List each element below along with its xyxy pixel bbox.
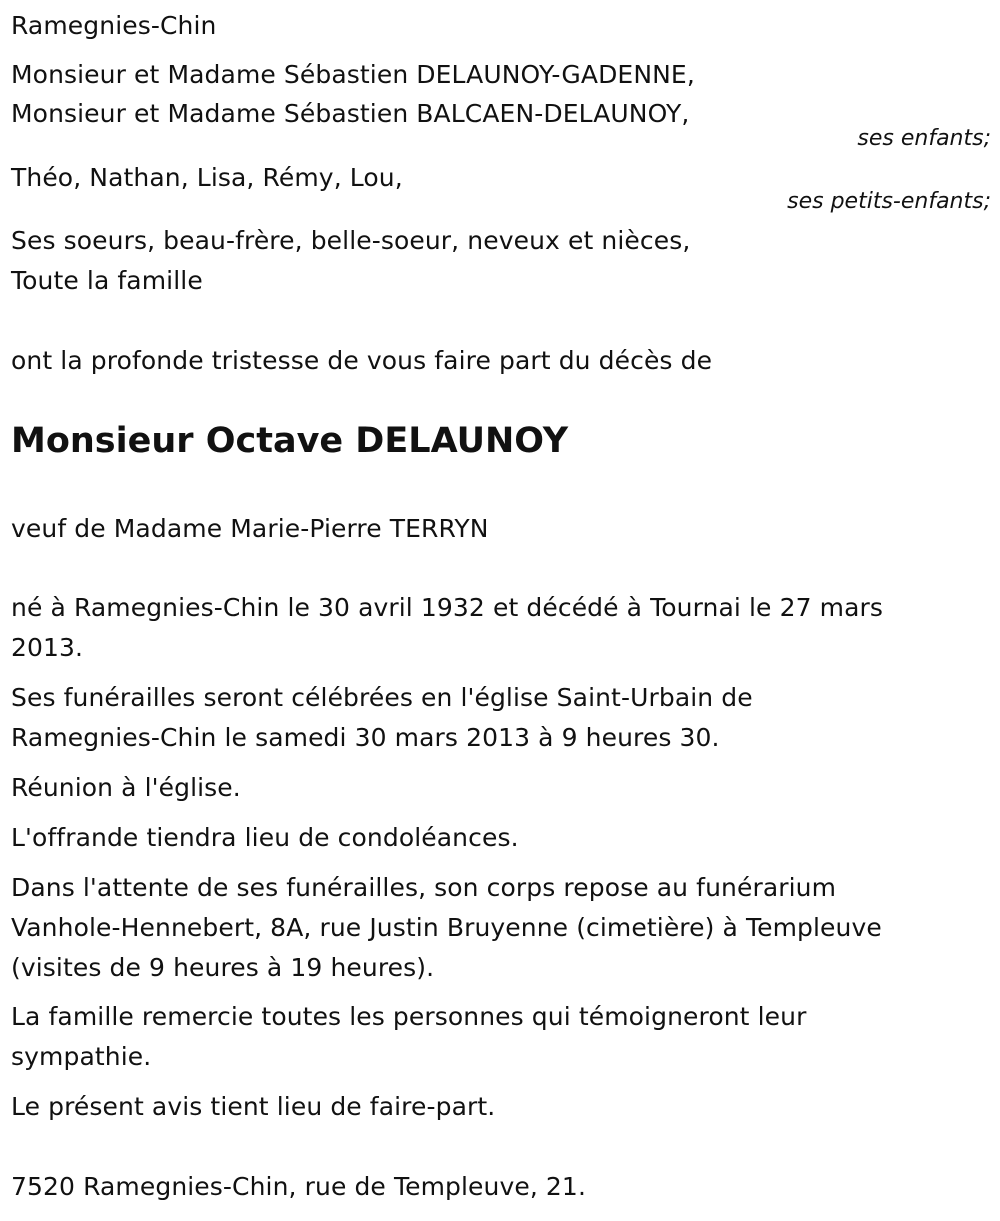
children-label: ses enfants; xyxy=(857,126,991,151)
grandchildren: Théo, Nathan, Lisa, Rémy, Lou, xyxy=(11,163,403,192)
child-couple-2: Monsieur et Madame Sébastien BALCAEN-DELAUNOY, xyxy=(11,99,690,128)
funerarium-line-2: Vanhole-Hennebert, 8A, rue Justin Bruyenne (cimetière) à Templeuve xyxy=(11,913,882,942)
locality: Ramegnies-Chin xyxy=(11,11,217,40)
thanks-line-2: sympathie. xyxy=(11,1042,152,1071)
notice-note: Le présent avis tient lieu de faire-part. xyxy=(11,1092,496,1121)
thanks-line-1: La famille remercie toutes les personnes qui témoigneront leur xyxy=(11,1002,807,1031)
widower-of: veuf de Madame Marie-Pierre TERRYN xyxy=(11,514,489,543)
deceased-name: Monsieur Octave DELAUNOY xyxy=(11,421,569,461)
birth-death-line-1: né à Ramegnies-Chin le 30 avril 1932 et décédé à Tournai le 27 mars xyxy=(11,593,884,622)
meeting: Réunion à l'église. xyxy=(11,773,241,802)
funerarium-line-1: Dans l'attente de ses funérailles, son corps repose au funérarium xyxy=(11,873,837,902)
child-couple-1: Monsieur et Madame Sébastien DELAUNOY-GADENNE, xyxy=(11,60,695,89)
address: 7520 Ramegnies-Chin, rue de Templeuve, 21. xyxy=(11,1172,586,1201)
funeral-line-2: Ramegnies-Chin le samedi 30 mars 2013 à 9 heures 30. xyxy=(11,723,720,752)
relatives-line-2: Toute la famille xyxy=(11,266,203,295)
death-notice xyxy=(11,0,991,1221)
funerarium-line-3: (visites de 9 heures à 19 heures). xyxy=(11,953,435,982)
funeral-line-1: Ses funérailles seront célébrées en l'église Saint-Urbain de xyxy=(11,683,753,712)
birth-death-line-2: 2013. xyxy=(11,633,84,662)
announcement: ont la profonde tristesse de vous faire part du décès de xyxy=(11,346,713,375)
grandchildren-label: ses petits-enfants; xyxy=(787,189,991,214)
offering: L'offrande tiendra lieu de condoléances. xyxy=(11,823,519,852)
relatives-line-1: Ses soeurs, beau-frère, belle-soeur, neveux et nièces, xyxy=(11,226,691,255)
